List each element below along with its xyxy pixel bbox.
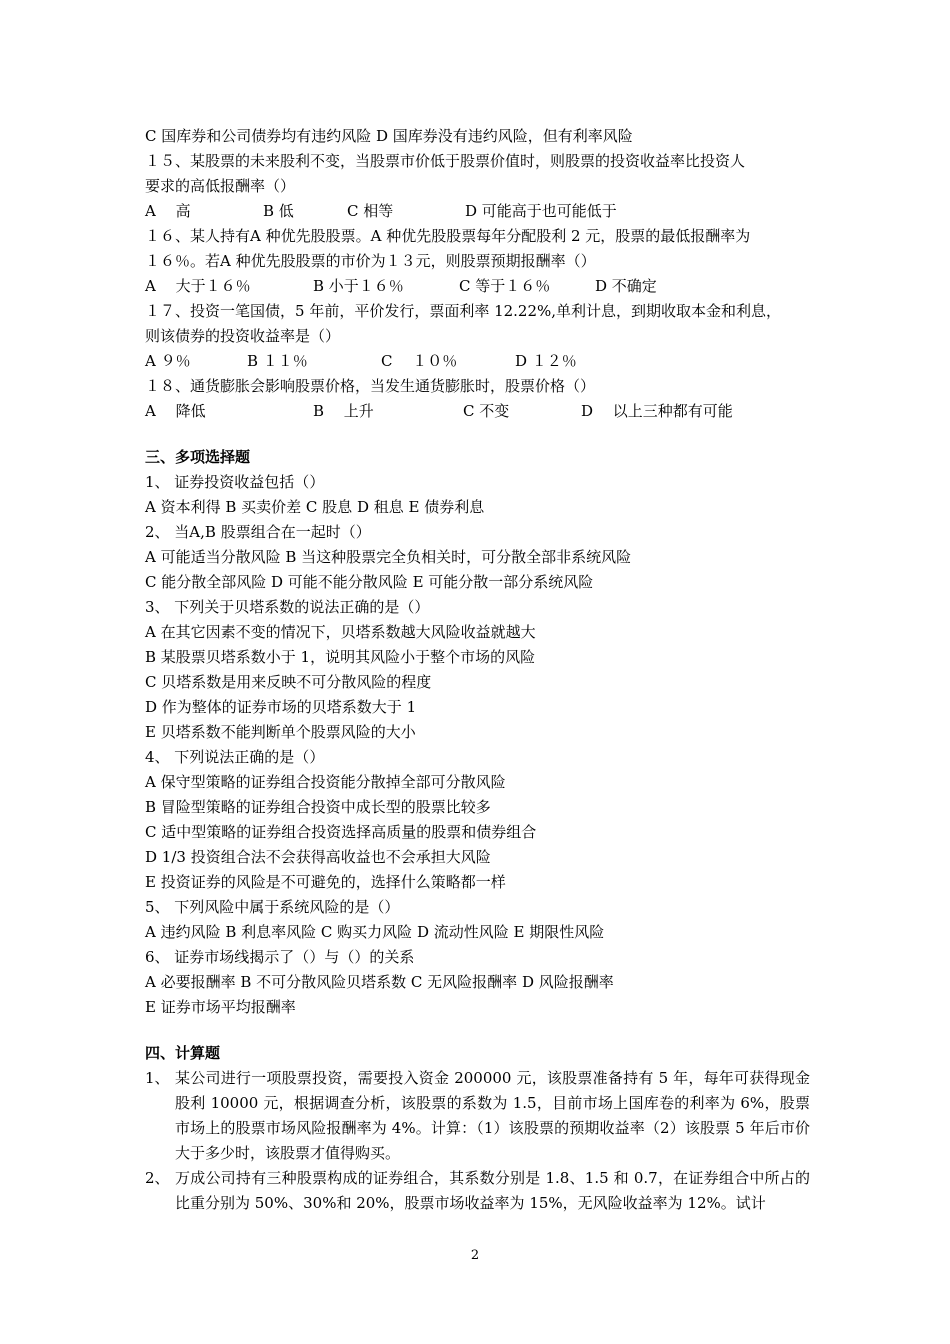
- option-row: [145, 274, 810, 299]
- question-line: １６、某人持有A 种优先股股票。A 种优先股股票每年分配股利 2 元，股票的最低报酬率为: [145, 227, 751, 245]
- section-calculation: [145, 1041, 810, 1216]
- text-line: D 作为整体的证券市场的贝塔系数大于 1: [145, 698, 417, 716]
- single-choice-list: [145, 124, 810, 424]
- text-line: E 贝塔系数不能判断单个股票风险的大小: [145, 723, 416, 741]
- item-text: 某公司进行一项股票投资，需要投入资金 200000 元，该股票准备持有 5 年，每年可获得现金股利 10000 元，根据调查分析，该股票的系数为 1.5，目前市场上国库卷的利率为 6%，股票市场上的股票市场风险报酬率为 4%。计算：（1）该股票的预期收益率（2）该股票 5 年后市价大于多少时，该股票才值得购买。: [175, 1069, 810, 1162]
- text-line: D 1/3 投资组合法不会获得高收益也不会承担大风险: [145, 848, 491, 866]
- question-line: 则该债券的投资收益率是（）: [145, 327, 341, 345]
- text-line: 4、 下列说法正确的是（）: [145, 748, 325, 766]
- option: B １１％: [247, 352, 308, 370]
- text-line: A 违约风险 B 利息率风险 C 购买力风险 D 流动性风险 E 期限性风险: [145, 923, 605, 941]
- option-row: [145, 349, 810, 374]
- calculation-item: [145, 1166, 810, 1216]
- option: B 小于１６％: [313, 277, 404, 295]
- question-line: C 国库券和公司债券均有违约风险 D 国库券没有违约风险，但有利率风险: [145, 127, 633, 145]
- option: C 不变: [463, 402, 510, 420]
- item-text: 万成公司持有三种股票构成的证券组合，其系数分别是 1.8、1.5 和 0.7，在证券组合中所占的比重分别为 50%、30%和 20%，股票市场收益率为 15%，无风险收益率为 12%。试计: [175, 1169, 810, 1212]
- calculation-item: [145, 1066, 810, 1166]
- text-line: 1、 证券投资收益包括（）: [145, 473, 325, 491]
- option: C 相等: [347, 202, 394, 220]
- text-line: 6、 证券市场线揭示了（）与（）的关系: [145, 948, 415, 966]
- text-line: A 在其它因素不变的情况下，贝塔系数越大风险收益就越大: [145, 623, 536, 641]
- text-line: A 必要报酬率 B 不可分散风险贝塔系数 C 无风险报酬率 D 风险报酬率: [145, 973, 614, 991]
- item-number: 1、: [145, 1069, 170, 1087]
- question-line: 要求的高低报酬率（）: [145, 177, 296, 195]
- option: B 上升: [313, 402, 374, 420]
- question-line: １８、通货膨胀会影响股票价格，当发生通货膨胀时，股票价格（）: [145, 377, 596, 395]
- item-number: 2、: [145, 1169, 170, 1187]
- text-line: 5、 下列风险中属于系统风险的是（）: [145, 898, 400, 916]
- option: C １０％: [381, 352, 458, 370]
- section-multiple-choice: [145, 445, 810, 1020]
- text-line: A 可能适当分散风险 B 当这种股票完全负相关时，可分散全部非系统风险: [145, 548, 632, 566]
- question-line: １６％。若A 种优先股股票的市价为１３元，则股票预期报酬率（）: [145, 252, 596, 270]
- section-heading: 三、多项选择题: [145, 448, 251, 466]
- text-line: A 资本利得 B 买卖价差 C 股息 D 租息 E 债券利息: [145, 498, 485, 516]
- text-line: B 冒险型策略的证券组合投资中成长型的股票比较多: [145, 798, 491, 816]
- text-line: C 适中型策略的证券组合投资选择高质量的股票和债券组合: [145, 823, 537, 841]
- text-line: E 证券市场平均报酬率: [145, 998, 296, 1016]
- text-line: A 保守型策略的证券组合投资能分散掉全部可分散风险: [145, 773, 506, 791]
- option: D 不确定: [595, 277, 657, 295]
- text-line: C 能分散全部风险 D 可能不能分散风险 E 可能分散一部分系统风险: [145, 573, 594, 591]
- text-line: 3、 下列关于贝塔系数的说法正确的是（）: [145, 598, 430, 616]
- question-line: １７、投资一笔国债，5 年前，平价发行，票面利率 12.22%,单利计息，到期收取本金和利息，: [145, 302, 782, 320]
- option: D 可能高于也可能低于: [465, 202, 617, 220]
- page-content: [145, 124, 810, 1216]
- option-row: [145, 199, 810, 224]
- option: D 以上三种都有可能: [581, 402, 733, 420]
- option: A 大于１６％: [145, 277, 251, 295]
- option: A ９％: [145, 352, 191, 370]
- text-line: E 投资证券的风险是不可避免的，选择什么策略都一样: [145, 873, 506, 891]
- text-line: B 某股票贝塔系数小于 1，说明其风险小于整个市场的风险: [145, 648, 536, 666]
- option: A 高: [145, 202, 191, 220]
- question-line: １５、某股票的未来股利不变，当股票市价低于股票价值时，则股票的投资收益率比投资人: [145, 152, 746, 170]
- option: C 等于１６％: [459, 277, 551, 295]
- text-line: 2、 当A,B 股票组合在一起时（）: [145, 523, 371, 541]
- option: D １２％: [515, 352, 577, 370]
- option: B 低: [263, 202, 294, 220]
- page-number: 2: [470, 1248, 480, 1263]
- section-heading: 四、计算题: [145, 1044, 221, 1062]
- text-line: C 贝塔系数是用来反映不可分散风险的程度: [145, 673, 432, 691]
- option: A 降低: [145, 402, 206, 420]
- option-row: [145, 399, 810, 424]
